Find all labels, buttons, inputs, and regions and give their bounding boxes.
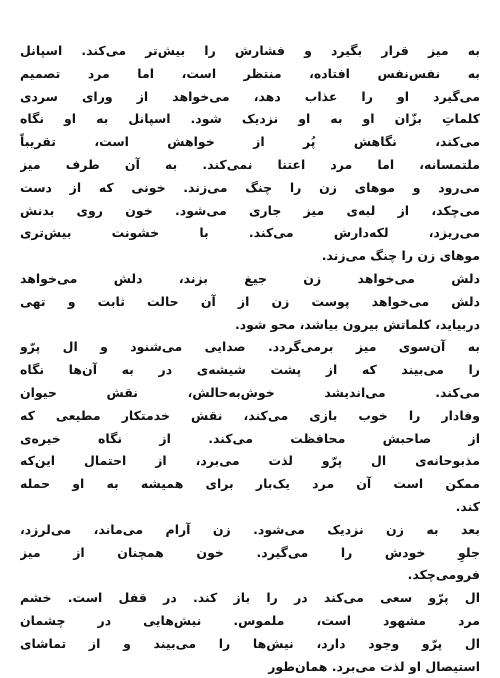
text-line: را می‌بیند که از پشت شیشه‌ی در به آن‌ها نگاه xyxy=(20,362,480,378)
text-line: به آن‌سوی میز برمی‌گردد. صدایی می‌شنود و ال پرّو xyxy=(20,339,480,355)
text-line: از صاحبش محافظت می‌کند. از نگاه خیره‌ی xyxy=(20,430,480,446)
text-line: دلش می‌خواهد زن جیغ بزند، دلش می‌خواهد xyxy=(20,270,480,286)
text-line: بعد به زن نزدیک می‌شود. زن آرام می‌ماند، می‌لرزد، xyxy=(20,521,480,537)
text-line: وفادار را خوب بازی می‌کند، نقش خدمتکار مطیعی که xyxy=(20,407,480,423)
paragraph xyxy=(20,587,480,678)
text-line: می‌رود و موهای زن را چنگ می‌زند. خونی که از دست xyxy=(20,179,480,195)
text-line: ممکن است آن مرد یک‌بار برای همیشه به او حمله xyxy=(20,476,480,492)
text-line: مذبوحانه‌ی ال پرّو لذت می‌برد، از احتمال این‌که xyxy=(20,453,480,469)
text-line: به نفس‌نفس افتاده، منتظر است، اما مرد تصمیم xyxy=(20,65,480,81)
text-line: می‌کند، نگاهش پُر از خواهش است، تقریباً xyxy=(20,134,480,150)
text-line: ملتمسانه، اما مرد اعتنا نمی‌کند. به آن طرف میز xyxy=(20,156,480,172)
paragraph xyxy=(20,519,480,587)
paragraph xyxy=(20,336,480,518)
text-line: می‌گیرد او را عذاب دهد، می‌خواهد از ورای سردی xyxy=(20,88,480,104)
text-line: استیصال او لذت می‌برد. همان‌طور xyxy=(268,658,480,674)
text-line: جلوِ خودش را می‌گیرد. خون همچنان از میز xyxy=(20,544,480,560)
text-line: می‌کند. می‌اندیشد خوش‌به‌حالش، نقش حیوان xyxy=(20,384,480,400)
text-line: به میز قرار بگیرد و فشارش را بیش‌تر می‌کند. اسپانل xyxy=(20,43,480,58)
text-line: کند. xyxy=(455,498,480,514)
text-line: دربیاید، کلماتش بیرون بیاشد، محو شود. xyxy=(235,316,480,332)
paragraph xyxy=(20,40,480,268)
text-line: کلماتِ بزّان او به او نزدیک شود. اسپانل به او نگاه xyxy=(20,111,480,127)
text-line: موهای زن را چنگ می‌زند. xyxy=(321,248,480,264)
text-line: ال پرّو سعی می‌کند در را باز کند. در قفل است. خشم xyxy=(20,590,480,606)
text-line: فرومی‌چکد. xyxy=(407,567,480,583)
text-line: دلش می‌خواهد پوست زن از آن حالت ثابت و تهی xyxy=(20,293,480,309)
text-line: ال پرّو وجود دارد، نیش‌ها را می‌بیند و از تماشای xyxy=(20,635,480,651)
text-line: می‌چکد، از لبه‌ی میز جاری می‌شود. خون روی بدنش xyxy=(20,202,480,218)
paragraph xyxy=(20,268,480,336)
body-text xyxy=(20,40,480,678)
text-line: می‌ریزد، لکه‌دارش می‌کند. با خشونت بیش‌تری xyxy=(20,225,480,241)
text-line: مرد مشهود است، ملموس. نیش‌هایی در چشمان xyxy=(20,612,480,628)
